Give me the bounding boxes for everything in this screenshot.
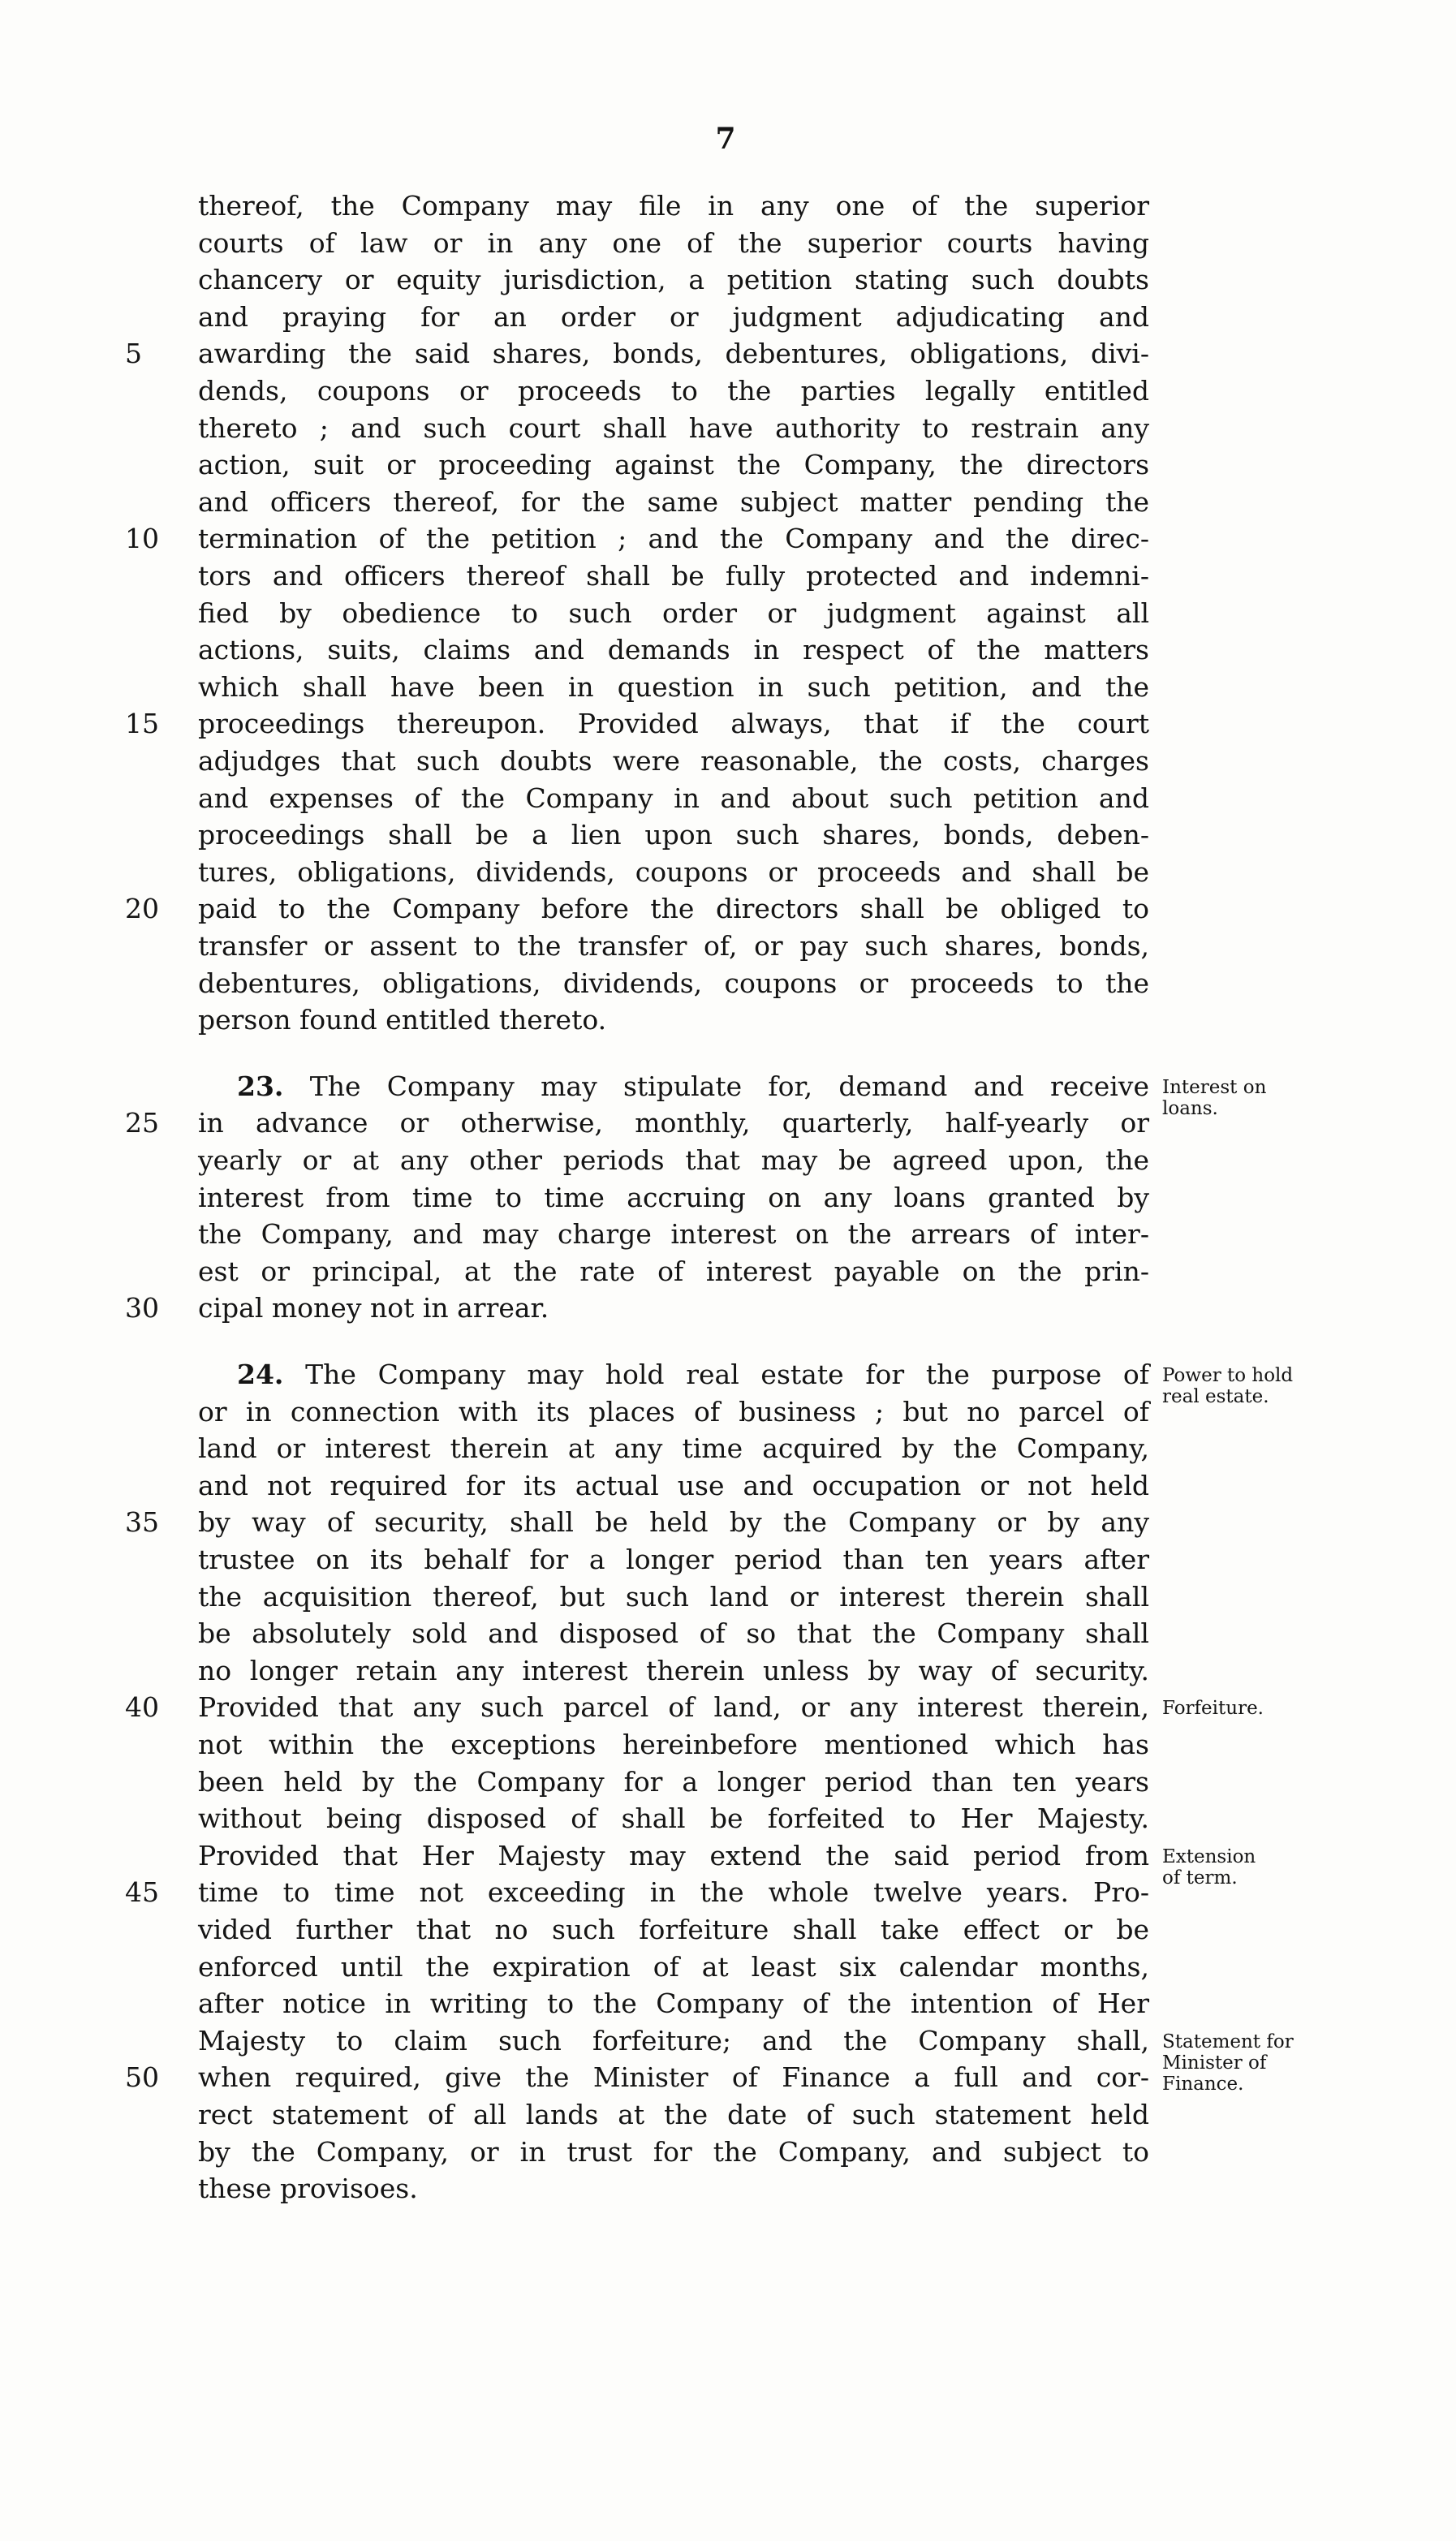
text-line <box>198 373 1149 409</box>
margin-note: Extension of term. <box>1162 1845 1256 1889</box>
line-number: 45 <box>125 1876 159 1909</box>
text-line <box>198 1505 1149 1540</box>
text-line <box>198 1579 1149 1615</box>
text-line <box>198 855 1149 890</box>
text-line <box>198 558 1149 594</box>
line-text: thereto ; and such court shall have authority to restrain any <box>198 411 1149 444</box>
line-text: and officers thereof, for the same subject matter pending the <box>198 485 1149 518</box>
line-text: person found entitled thereto. <box>198 1004 607 1036</box>
text-line <box>198 1217 1149 1252</box>
line-text: the acquisition thereof, but such land or interest therein shall <box>198 1580 1149 1613</box>
text-line <box>198 1394 1149 1430</box>
line-text: when required, give the Minister of Finance a full and cor- <box>198 2061 1149 2094</box>
line-text: not within the exceptions hereinbefore mentioned which has <box>198 1729 1149 1760</box>
line-text: these provisoes. <box>198 2173 418 2205</box>
line-text: awarding the said shares, bonds, debentures, obligations, divi- <box>198 338 1149 370</box>
text-line <box>198 1143 1149 1178</box>
line-text: after notice in writing to the Company of the intention of Her <box>198 1988 1149 2020</box>
margin-note: Statement for Minister of Finance. <box>1162 2031 1294 2095</box>
line-text: The Company may stipulate for, demand and receive <box>309 1070 1149 1102</box>
text-line <box>198 1949 1149 1985</box>
line-text: dends, coupons or proceeds to the parties legally entitled <box>198 375 1149 407</box>
text-line <box>198 596 1149 631</box>
text-line <box>198 1468 1149 1504</box>
section-number: 23. <box>237 1070 284 1102</box>
line-text: termination of the petition ; and the Company and the direc- <box>198 523 1149 555</box>
text-line <box>198 817 1149 853</box>
text-line <box>198 447 1149 483</box>
line-text: action, suit or proceeding against the Company, the directors <box>198 449 1149 481</box>
line-text: which shall have been in question in such petition, and the <box>198 670 1149 703</box>
text-line <box>198 1764 1149 1800</box>
line-text: The Company may hold real estate for the purpose of <box>305 1359 1149 1390</box>
text-line <box>198 2060 1149 2095</box>
text-line <box>198 966 1149 1001</box>
line-text: paid to the Company before the directors shall be obliged to <box>198 893 1149 925</box>
section-number: 24. <box>237 1359 284 1390</box>
line-text: and expenses of the Company in and about such petition and <box>198 782 1149 814</box>
line-text: proceedings thereupon. Provided always, that if the court <box>198 708 1149 740</box>
line-number: 5 <box>125 338 142 370</box>
line-text: by the Company, or in trust for the Company, and subject to <box>198 2135 1149 2168</box>
line-text: thereof, the Company may file in any one of the superior <box>198 190 1149 222</box>
line-text: enforced until the expiration of at least six calendar months, <box>198 1950 1149 1983</box>
text-line <box>198 1801 1149 1837</box>
margin-note: Interest on loans. <box>1162 1076 1267 1119</box>
text-line <box>198 1002 1149 1038</box>
line-text: adjudges that such doubts were reasonable, the costs, charges <box>198 745 1149 777</box>
line-text: by way of security, shall be held by the Company or by any <box>198 1506 1149 1539</box>
line-text: tors and officers thereof shall be fully protected and indemni- <box>198 560 1149 592</box>
text-line <box>198 1290 1149 1326</box>
text-line <box>198 336 1149 372</box>
line-text: time to time not exceeding in the whole twelve years. Pro- <box>198 1876 1149 1909</box>
line-number: 15 <box>125 708 159 740</box>
line-text: without being disposed of shall be forfeited to Her Majesty. <box>198 1802 1149 1835</box>
text-line <box>198 1254 1149 1290</box>
line-text: chancery or equity jurisdiction, a petition stating such doubts <box>198 264 1149 296</box>
text-line <box>198 188 1149 224</box>
line-text: debentures, obligations, dividends, coupons or proceeds to the <box>198 967 1149 999</box>
text-line <box>198 1542 1149 1578</box>
line-text: yearly or at any other periods that may be agreed upon, the <box>198 1144 1149 1176</box>
line-number: 50 <box>125 2061 159 2094</box>
line-text: land or interest therein at any time acquired by the Company, <box>198 1432 1149 1465</box>
line-text: transfer or assent to the transfer of, or pay such shares, bonds, <box>198 930 1149 962</box>
text-line <box>198 1180 1149 1216</box>
text-line <box>198 928 1149 964</box>
text-line <box>198 1690 1149 1725</box>
line-number: 10 <box>125 523 159 555</box>
text-line <box>198 485 1149 520</box>
line-text: the Company, and may charge interest on the arrears of inter- <box>198 1218 1149 1251</box>
line-number: 35 <box>125 1506 159 1539</box>
line-text: interest from time to time accruing on any loans granted by <box>198 1181 1149 1213</box>
line-text: trustee on its behalf for a longer period than ten years after <box>198 1544 1149 1575</box>
text-line <box>198 1986 1149 2022</box>
line-text: Provided that Her Majesty may extend the said period from <box>198 1839 1149 1871</box>
text-line <box>198 1653 1149 1689</box>
text-line <box>198 1727 1149 1763</box>
line-number: 40 <box>125 1691 159 1724</box>
text-line <box>198 891 1149 927</box>
line-number: 30 <box>125 1292 159 1324</box>
text-line <box>198 411 1149 446</box>
page-number: 7 <box>715 122 736 156</box>
line-text: been held by the Company for a longer period than ten years <box>198 1765 1149 1798</box>
text-line <box>198 2097 1149 2133</box>
line-text: actions, suits, claims and demands in respect of the matters <box>198 634 1149 666</box>
line-text: and praying for an order or judgment adjudicating and <box>198 300 1149 333</box>
text-line <box>198 2134 1149 2170</box>
text-line <box>198 2023 1149 2059</box>
line-text: be absolutely sold and disposed of so that the Company shall <box>198 1617 1149 1650</box>
line-text: rect statement of all lands at the date of such statement held <box>198 2099 1149 2130</box>
text-line <box>198 781 1149 816</box>
line-text: vided further that no such forfeiture shall take effect or be <box>198 1914 1149 1945</box>
line-text: or in connection with its places of business ; but no parcel of <box>198 1395 1149 1428</box>
line-text: cipal money not in arrear. <box>198 1292 549 1324</box>
line-text: est or principal, at the rate of interest payable on the prin- <box>198 1255 1149 1287</box>
text-line <box>198 2171 1149 2207</box>
line-number: 25 <box>125 1107 159 1139</box>
text-line <box>198 670 1149 705</box>
line-text: fied by obedience to such order or judgment against all <box>198 596 1149 629</box>
text-line <box>198 1105 1149 1141</box>
text-line <box>198 521 1149 557</box>
text-line <box>198 1912 1149 1948</box>
line-text: no longer retain any interest therein unless by way of security. <box>198 1654 1149 1686</box>
line-number: 20 <box>125 893 159 925</box>
section-first-line <box>198 1069 1149 1105</box>
line-text: proceedings shall be a lien upon such shares, bonds, deben- <box>198 819 1149 851</box>
section-first-line <box>198 1357 1149 1393</box>
margin-note: Forfeiture. <box>1162 1698 1264 1720</box>
text-line <box>198 226 1149 261</box>
text-line <box>198 706 1149 742</box>
line-text: in advance or otherwise, monthly, quarterly, half-yearly or <box>198 1107 1149 1139</box>
text-line <box>198 1616 1149 1652</box>
line-text: and not required for its actual use and occupation or not held <box>198 1469 1149 1501</box>
text-line <box>198 1838 1149 1874</box>
text-line <box>198 1875 1149 1910</box>
text-line <box>198 632 1149 668</box>
line-text: courts of law or in any one of the superior courts having <box>198 226 1149 259</box>
text-line <box>198 1431 1149 1466</box>
text-line <box>198 299 1149 335</box>
line-text: tures, obligations, dividends, coupons or proceeds and shall be <box>198 855 1149 888</box>
margin-note: Power to hold real estate. <box>1162 1365 1294 1407</box>
text-line <box>198 743 1149 779</box>
text-line <box>198 262 1149 298</box>
line-text: Majesty to claim such forfeiture; and the Company shall, <box>198 2024 1149 2056</box>
line-text: Provided that any such parcel of land, or any interest therein, <box>198 1691 1149 1724</box>
